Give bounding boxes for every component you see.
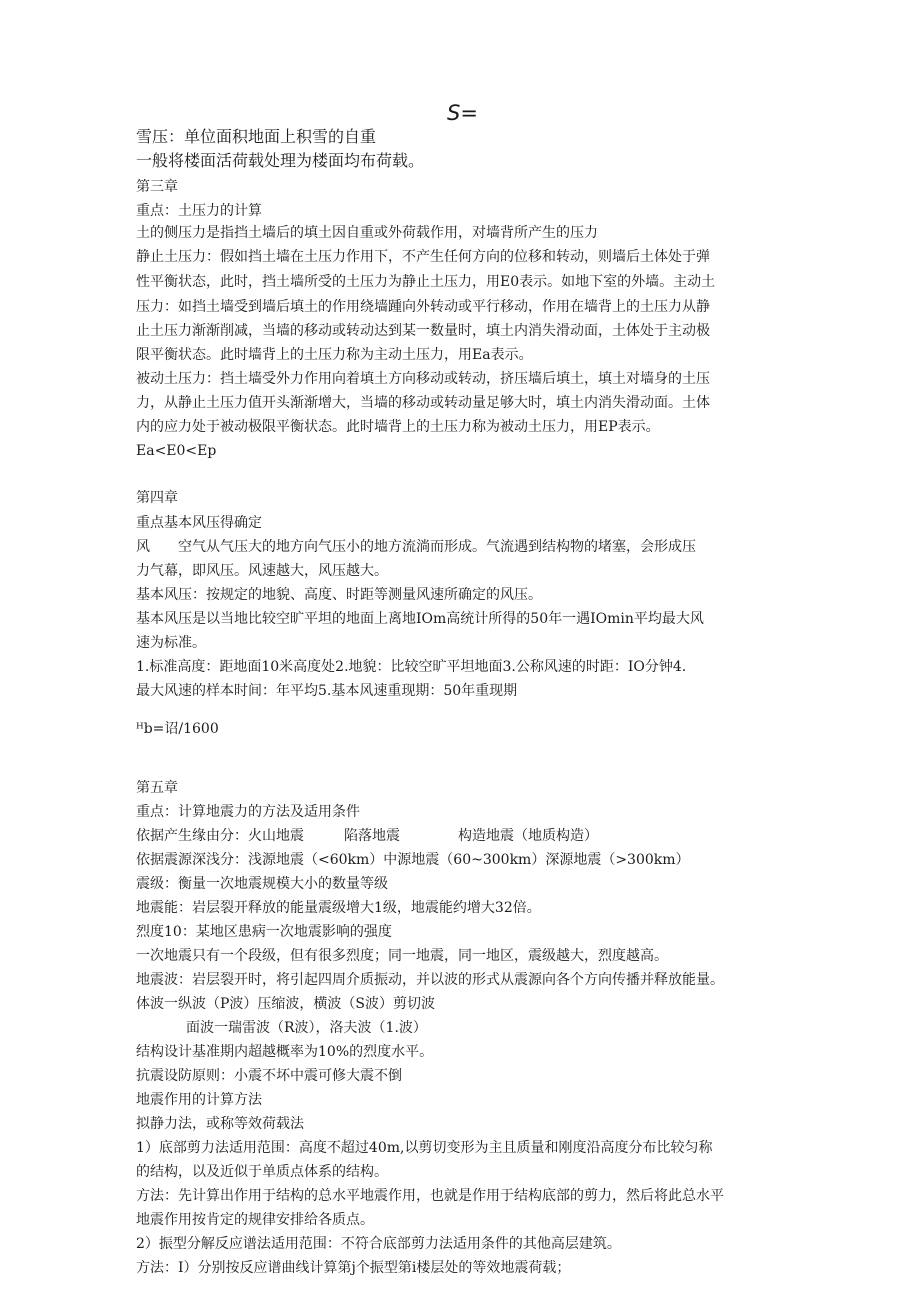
static-pressure-line: 静止土压力：假如挡土墙在土压力作用下，不产生任何方向的位移和转动，则墙后土体处于弹 [136, 249, 710, 265]
principle-line: 抗震设防原则：小震不坏中震可修大震不倒 [136, 1068, 402, 1084]
origin-a: 依据产生缘由分：火山地震 [136, 828, 304, 844]
passive-pressure-line: 内的应力处于被动极限平衡状态。此时墙背上的土压力称为被动土压力，用EP表示。 [136, 419, 660, 435]
calc-method-line: 地震作用的计算方法 [136, 1092, 262, 1108]
chapter-3-key: 重点：土压力的计算 [136, 203, 262, 219]
method-2-line: 2）振型分解反应谱法适用范围：不符合底部剪力法适用条件的其他高层建筑。 [136, 1236, 621, 1252]
lateral-pressure-line: 土的侧压力是指挡土墙后的填土因自重或外荷载作用，对墙背所产生的压力 [136, 225, 598, 241]
static-pressure-line: 压力：如挡土墙受到墙后填土的作用绕墙踵向外转动或平行移动，作用在墙背上的土压力从静 [136, 299, 710, 315]
basic-wind-line-2: 基本风压是以当地比较空旷平坦的地面上离地IOm高统计所得的50年一遇IOmin平均最大风 [136, 611, 704, 627]
wind-list-line: 最大风速的样本时间：年平均5.基本风速重现期：50年重现期 [136, 683, 518, 699]
depth-line: 依据震源深浅分：浅源地震（<60km）中源地震（60~300km）深源地震（>300km） [136, 852, 690, 868]
chapter-4-key: 重点基本风压得确定 [136, 515, 262, 531]
energy-line: 地震能：岩层裂开释放的能量震级增大1级，地震能约增大32倍。 [136, 900, 541, 916]
seismic-wave-line: 地震波：岩层裂开时，将引起四周介质振动，并以波的形式从震源向各个方向传播并释放能量。 [136, 972, 724, 988]
origin-c: 构造地震（地质构造） [458, 828, 598, 844]
wind-list-line: 1.标准高度：距地面10米高度处2.地貌：比较空旷平坦地面3.公称风速的时距：IO分钟4. [136, 659, 687, 675]
passive-pressure-line: 力，从静止土压力值开头渐渐增大，当墙的移动或转动量足够大时，填土内消失滑动面。土体 [136, 395, 710, 411]
magnitude-line: 震级：衡量一次地震规模大小的数量等级 [136, 876, 388, 892]
one-quake-line: 一次地震只有一个段级，但有很多烈度；同一地震，同一地区，震级越大，烈度越高。 [136, 948, 668, 964]
design-line: 结构设计基准期内超越概率为10%的烈度水平。 [136, 1044, 434, 1060]
static-pressure-line: 止土压力渐渐削减，当墙的移动或转动达到某一数量时，填土内消失滑动面，土体处于主动极 [136, 323, 710, 339]
wind-text: 空气从气压大的地方向气压小的地方流淌而形成。气流遇到结构物的堵塞，会形成压 [178, 539, 696, 555]
origin-line [136, 827, 598, 845]
passive-pressure-line: 被动土压力：挡土墙受外力作用向着填土方向移动或转动，挤压墙后填土，填土对墙身的土压 [136, 371, 710, 387]
method-1-line-2: 的结构，以及近似于单质点体系的结构。 [136, 1164, 388, 1180]
chapter-4-title: 第四章 [136, 490, 178, 506]
chapter-3-title: 第三章 [136, 179, 178, 195]
static-pressure-line: 性平衡状态，此时，挡土墙所受的土压力为静止土压力，用E0表示。如地下室的外墙。主动土 [136, 274, 716, 290]
basic-wind-line: 基本风压：按规定的地貌、高度、时距等测量风速所确定的风压。 [136, 587, 542, 603]
snow-pressure-line: 雪压：单位面积地面上积雪的自重 [136, 127, 377, 146]
pressure-relation: Ea<E0<Ep [136, 443, 217, 459]
wind-formula: ᴴb=诏/1600 [136, 721, 219, 737]
static-method-line: 拟静力法，或称等效荷载法 [136, 1116, 304, 1132]
method-2-detail: 方法：I）分别按反应谱曲线计算第j个振型第i楼层处的等效地震荷载； [136, 1260, 571, 1276]
body-wave-line: 体波一纵波（P波）压缩波，横波（S波）剪切波 [136, 996, 436, 1012]
chapter-5-title: 第五章 [136, 780, 178, 796]
origin-b: 陷落地震 [344, 828, 400, 844]
method-1-detail: 方法：先计算出作用于结构的总水平地震作用，也就是作用于结构底部的剪力，然后将此总水平 [136, 1188, 724, 1204]
method-1-detail-2: 地震作用按肯定的规律安排给各质点。 [136, 1212, 374, 1228]
surface-wave-line: 面波一瑞雷波（R波），洛夫波（1.波） [186, 1020, 427, 1036]
wind-label: 风 [136, 539, 150, 555]
wind-line-2: 力气幕，即风压。风速越大，风压越大。 [136, 563, 388, 579]
formula-s: S= [447, 101, 478, 125]
floor-load-line: 一般将楼面活荷载处理为楼面均布荷载。 [136, 151, 425, 170]
static-pressure-line: 限平衡状态。此时墙背上的土压力称为主动土压力，用Ea表示。 [136, 347, 533, 363]
basic-wind-line-3: 速为标准。 [136, 635, 206, 651]
intensity-line: 烈度10：某地区患病一次地震影响的强度 [136, 924, 392, 940]
wind-line [136, 538, 696, 556]
method-1-line: 1）底部剪力法适用范围：高度不超过40m,以剪切变形为主且质量和刚度沿高度分布比较匀称 [136, 1140, 713, 1156]
chapter-5-key: 重点：计算地震力的方法及适用条件 [136, 804, 360, 820]
